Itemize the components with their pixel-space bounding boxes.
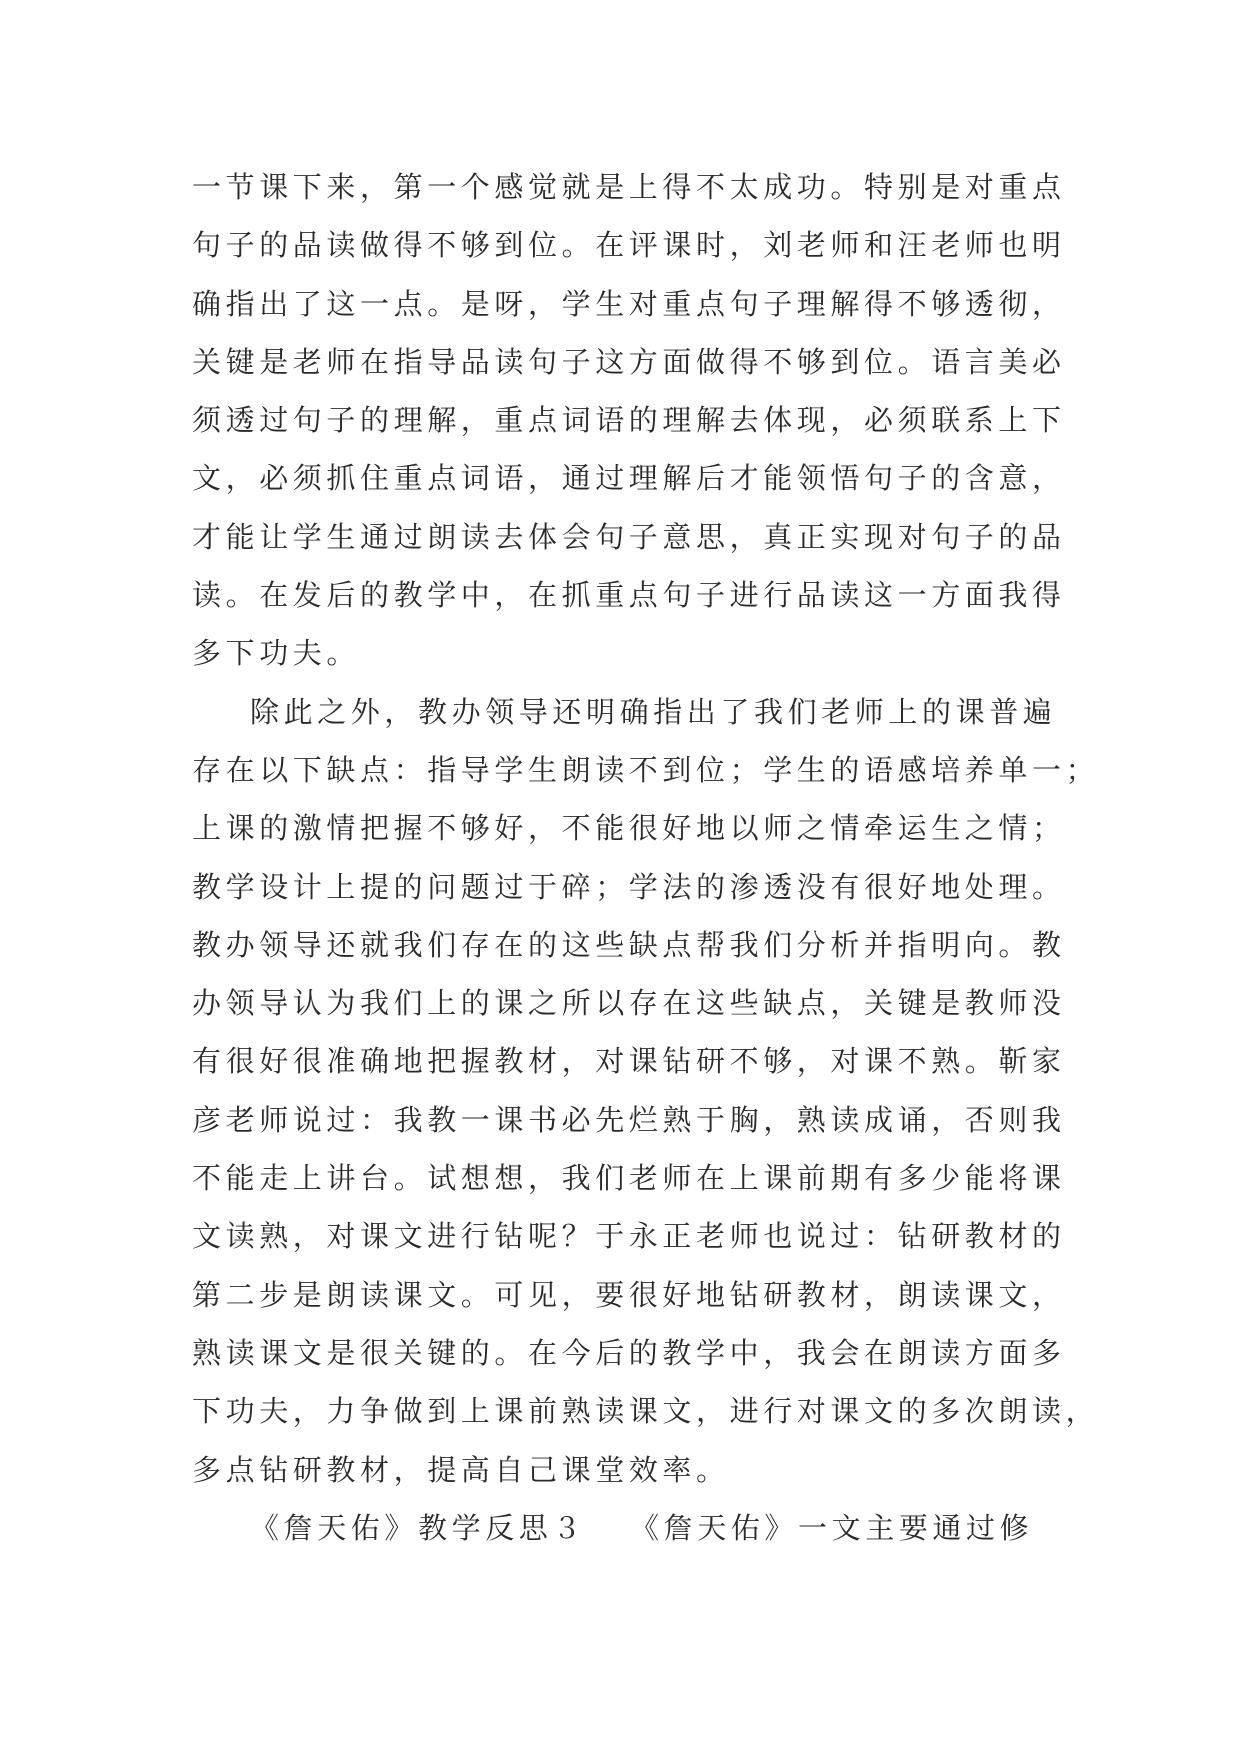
- text-line: 教办领导还就我们存在的这些缺点帮我们分析并指明向。教: [192, 927, 1066, 962]
- text-line: 文读熟，对课文进行钻呢？于永正老师也说过：钻研教材的: [192, 1219, 1066, 1254]
- text-line: 关键是老师在指导品读句子这方面做得不够到位。语言美必: [192, 344, 1066, 379]
- section-heading-line: [192, 1499, 1072, 1557]
- text-line: 一节课下来，第一个感觉就是上得不太成功。特别是对重点: [192, 170, 1066, 204]
- text-line: 存在以下缺点：指导学生朗读不到位；学生的语感培养单一；: [192, 752, 1100, 787]
- text-line: 办领导认为我们上的课之所以存在这些缺点，关键是教师没: [192, 986, 1066, 1021]
- text-line: 上课的激情把握不够好，不能很好地以师之情牵运生之情；: [192, 811, 1066, 846]
- section-intro-text: 《詹天佑》一文主要通过修: [630, 1510, 1034, 1545]
- text-line: 不能走上讲台。试想想，我们老师在上课前期有多少能将课: [192, 1161, 1066, 1196]
- text-line: 须透过句子的理解，重点词语的理解去体现，必须联系上下: [192, 403, 1066, 438]
- section-heading: 《詹天佑》教学反思３: [250, 1510, 587, 1545]
- text-line: 下功夫，力争做到上课前熟读课文，进行对课文的多次朗读，: [192, 1394, 1100, 1429]
- text-line: 文，必须抓住重点词语，通过理解后才能领悟句子的含意，: [192, 461, 1066, 496]
- paragraph-start-line: 除此之外，教办领导还明确指出了我们老师上的课普遍: [250, 694, 1057, 729]
- text-line: 熟读课文是很关键的。在今后的教学中，我会在朗读方面多: [192, 1335, 1066, 1370]
- text-line: 教学设计上提的问题过于碎；学法的渗透没有很好地处理。: [192, 869, 1066, 904]
- text-line: 才能让学生通过朗读去体会句子意思，真正实现对句子的品: [192, 519, 1066, 554]
- text-line: 有很好很准确地把握教材，对课钻研不够，对课不熟。靳家: [192, 1044, 1066, 1079]
- text-line: 读。在发后的教学中，在抓重点句子进行品读这一方面我得: [192, 578, 1066, 613]
- text-line: 多点钻研教材，提高自己课堂效率。: [192, 1452, 730, 1487]
- text-line: 第二步是朗读课文。可见，要很好地钻研教材，朗读课文，: [192, 1277, 1066, 1312]
- body-text: [192, 158, 1100, 1557]
- text-line: 确指出了这一点。是呀，学生对重点句子理解得不够透彻，: [192, 286, 1066, 321]
- text-line: 彦老师说过：我教一课书必先烂熟于胸，熟读成诵，否则我: [192, 1102, 1066, 1137]
- text-line: 句子的品读做得不够到位。在评课时，刘老师和汪老师也明: [192, 228, 1066, 263]
- text-line: 多下功夫。: [192, 636, 361, 671]
